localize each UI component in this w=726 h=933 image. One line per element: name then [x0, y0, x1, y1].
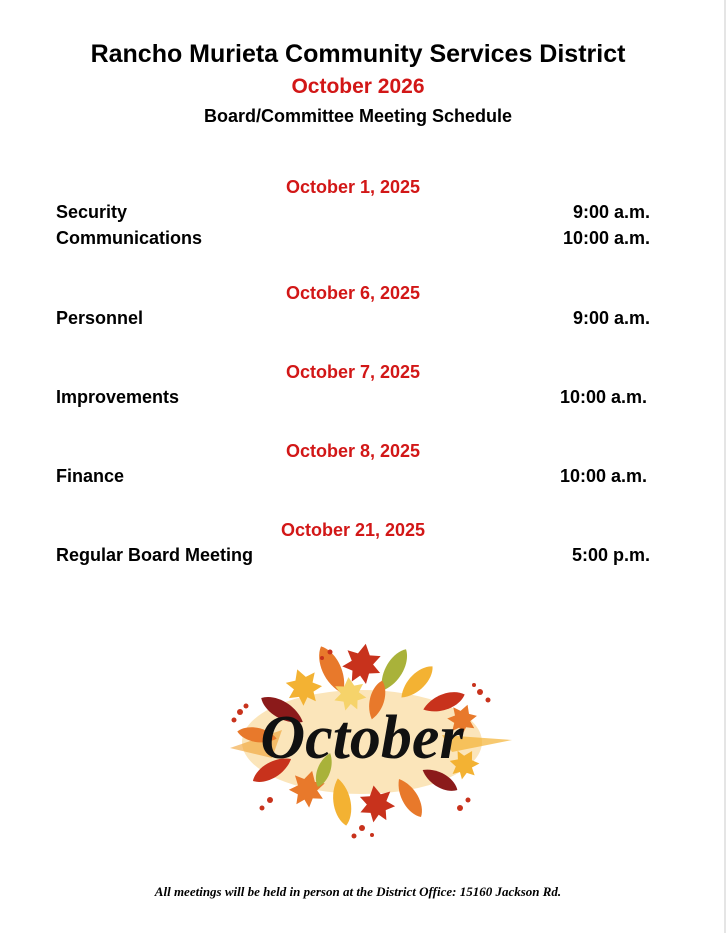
meeting-date: October 21, 2025 — [280, 520, 426, 540]
meeting-time: 10:00 a.m. — [559, 466, 647, 486]
october-leaves-artwork — [212, 640, 524, 845]
meeting-date: October 8, 2025 — [285, 441, 421, 461]
schedule-day — [56, 439, 650, 489]
meeting-time: 10:00 a.m. — [562, 228, 650, 248]
october-lettering: October — [260, 704, 464, 772]
meeting-date: October 7, 2025 — [285, 362, 421, 382]
meeting-time: 10:00 a.m. — [559, 387, 647, 407]
meeting-name: Personnel — [56, 308, 144, 328]
meeting-row — [56, 542, 650, 568]
schedule-day — [56, 281, 650, 331]
meeting-name: Communications — [56, 228, 203, 248]
meeting-time: 9:00 a.m. — [572, 202, 650, 222]
meeting-name: Finance — [56, 466, 125, 486]
autumn-leaves-illustration — [212, 640, 524, 845]
meeting-location-note: All meetings will be held in person at the District Office: 15160 Jackson Rd. — [154, 884, 562, 899]
schedule-month: October 2026 — [291, 75, 425, 98]
document-header — [0, 38, 716, 129]
schedule-day — [56, 518, 650, 568]
meeting-row — [56, 199, 650, 225]
schedule-day — [56, 360, 650, 410]
meeting-name: Security — [56, 202, 128, 222]
meeting-date: October 1, 2025 — [285, 177, 421, 197]
meeting-row — [56, 225, 650, 251]
meeting-row — [56, 463, 650, 489]
schedule-subtitle: Board/Committee Meeting Schedule — [203, 106, 513, 126]
meeting-name: Improvements — [56, 387, 180, 407]
meeting-name: Regular Board Meeting — [56, 545, 254, 565]
meeting-row — [56, 305, 650, 331]
meeting-time: 5:00 p.m. — [571, 545, 650, 565]
organization-name: Rancho Murieta Community Services District — [90, 40, 626, 68]
meeting-date: October 6, 2025 — [285, 283, 421, 303]
meeting-time: 9:00 a.m. — [572, 308, 650, 328]
schedule-day — [56, 175, 650, 251]
meeting-row — [56, 384, 650, 410]
